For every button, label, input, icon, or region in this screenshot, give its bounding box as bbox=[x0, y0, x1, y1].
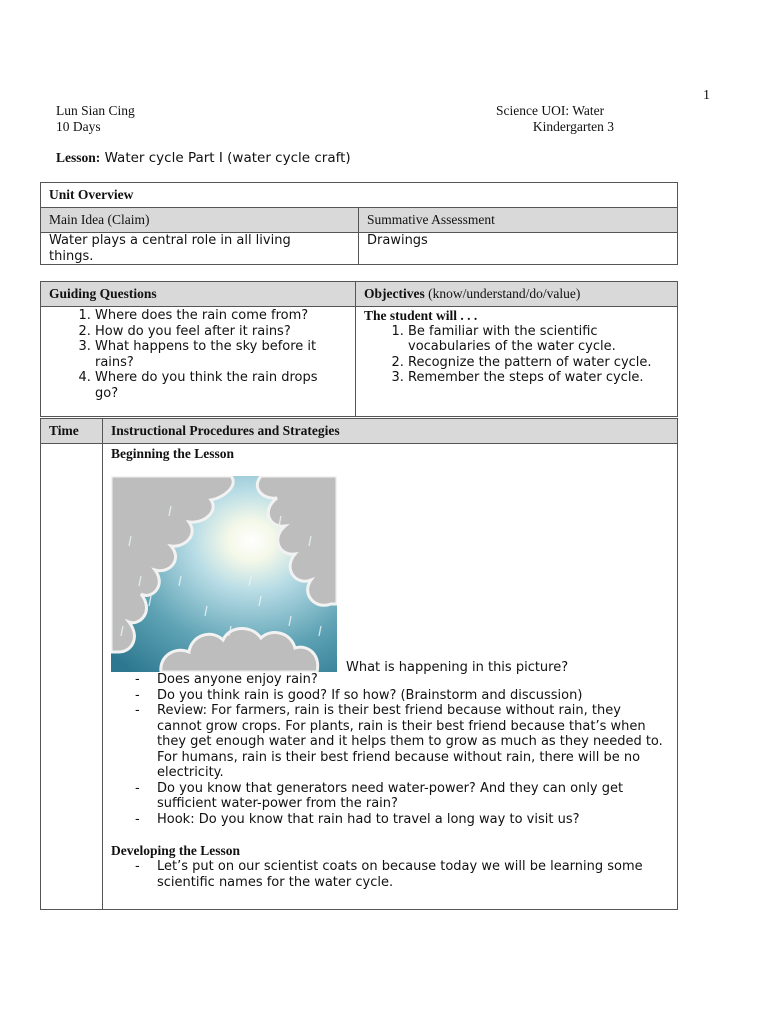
list-item: - Does anyone enjoy rain? bbox=[157, 672, 667, 688]
picture-row bbox=[111, 476, 667, 675]
developing-list bbox=[111, 859, 667, 890]
objectives-sublabel: (know/understand/do/value) bbox=[428, 286, 581, 301]
list-item: 1. Be familiar with the scientific vocabularies of the water cycle. bbox=[408, 324, 669, 355]
list-item: 1. Where does the rain come from? bbox=[95, 308, 341, 324]
lesson-title-line bbox=[56, 150, 351, 166]
page-number: 1 bbox=[703, 88, 710, 103]
list-item: 2. How do you feel after it rains? bbox=[95, 324, 341, 340]
objectives-list bbox=[364, 324, 669, 386]
list-item: - Do you think rain is good? If so how? (Brainstorm and discussion) bbox=[157, 688, 667, 704]
list-item: 2. Recognize the pattern of water cycle. bbox=[408, 355, 669, 371]
procedures-table bbox=[40, 418, 678, 910]
objectives-label: Objectives bbox=[364, 286, 425, 301]
guiding-objectives-table bbox=[40, 281, 678, 417]
guiding-questions-header: Guiding Questions bbox=[41, 282, 356, 307]
guiding-questions-list bbox=[49, 308, 341, 401]
procedures-cell bbox=[103, 444, 678, 910]
course-subject: Science UOI: Water bbox=[496, 103, 605, 118]
grade-level: Kindergarten 3 bbox=[532, 119, 614, 134]
rain-clouds-illustration bbox=[111, 476, 337, 672]
list-item: 3. Remember the steps of water cycle. bbox=[408, 370, 669, 386]
lesson-duration: 10 Days bbox=[56, 119, 101, 134]
lesson-label: Lesson: bbox=[56, 150, 101, 165]
objectives-header bbox=[356, 282, 678, 307]
list-item: - Let’s put on our scientist coats on because today we will be learning some scientific names for the water cycle. bbox=[157, 859, 667, 890]
objectives-cell bbox=[356, 307, 678, 417]
time-header: Time bbox=[41, 419, 103, 444]
author-block bbox=[56, 103, 135, 135]
main-idea-cell: Water plays a central role in all living things. bbox=[41, 233, 359, 265]
beginning-heading: Beginning the Lesson bbox=[111, 446, 235, 461]
developing-heading: Developing the Lesson bbox=[111, 843, 241, 858]
list-item: - Review: For farmers, rain is their best friend because without rain, they cannot grow crops. For plants, rain is their best friend because that’s when they get enough water and it helps them to grow as much as they needed to. For humans, rain is their best friend because without rain, there will be no electricity. bbox=[157, 703, 667, 781]
list-item: 4. Where do you think the rain drops go? bbox=[95, 370, 341, 401]
time-cell bbox=[41, 444, 103, 910]
main-idea-header: Main Idea (Claim) bbox=[41, 208, 359, 233]
procedures-header: Instructional Procedures and Strategies bbox=[103, 419, 678, 444]
unit-overview-title: Unit Overview bbox=[41, 183, 678, 208]
author-name: Lun Sian Cing bbox=[56, 103, 135, 118]
student-will-label: The student will . . . bbox=[364, 308, 478, 323]
picture-caption: What is happening in this picture? bbox=[346, 660, 569, 675]
summative-cell: Drawings bbox=[359, 233, 678, 265]
course-block bbox=[496, 103, 614, 135]
beginning-list bbox=[111, 672, 667, 827]
summative-header: Summative Assessment bbox=[359, 208, 678, 233]
list-item: - Do you know that generators need water-power? And they can only get sufficient water-power from the rain? bbox=[157, 781, 667, 812]
list-item: 3. What happens to the sky before it rains? bbox=[95, 339, 341, 370]
guiding-questions-cell bbox=[41, 307, 356, 417]
list-item: - Hook: Do you know that rain had to travel a long way to visit us? bbox=[157, 812, 667, 828]
unit-overview-table bbox=[40, 182, 678, 265]
lesson-title: Water cycle Part I (water cycle craft) bbox=[104, 150, 351, 166]
